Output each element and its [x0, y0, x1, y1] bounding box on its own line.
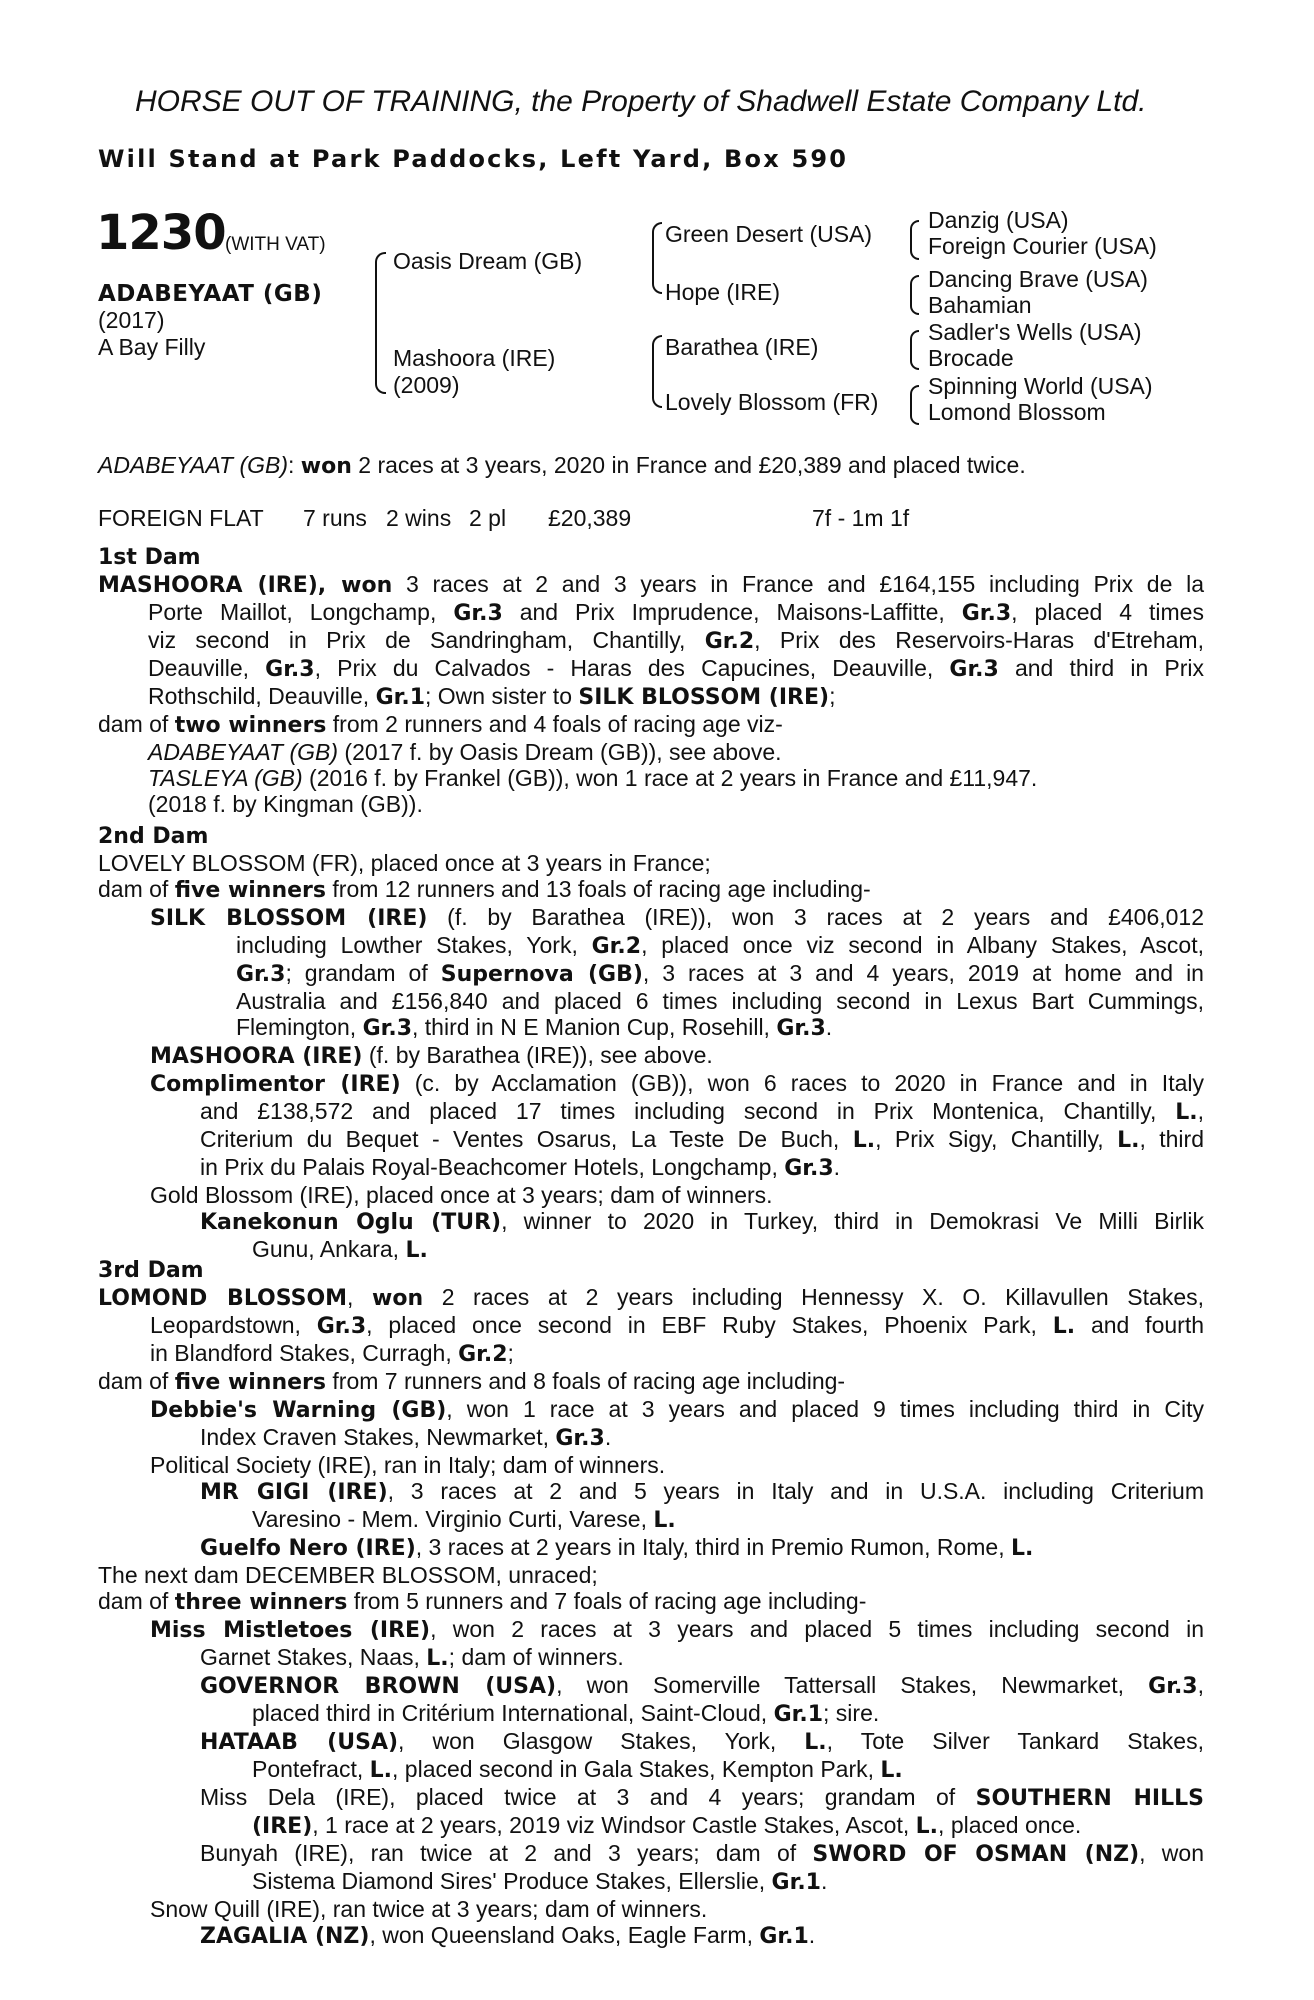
t4: Gr.3	[961, 601, 1012, 626]
s14: Gr.3	[362, 1016, 412, 1041]
t22: ADABEYAAT (GB)	[148, 739, 339, 765]
s1: dam of	[98, 876, 175, 902]
s17: .	[825, 1014, 833, 1040]
n10: , won Somerville Tattersall Stakes, Newmarket,	[556, 1672, 1149, 1698]
t25: (2016 f. by Frankel (GB)), won 1 race at 2 years in France and £11,947.	[302, 765, 1038, 791]
d13: dam of	[98, 1368, 175, 1394]
n38: Gr.1	[759, 1924, 809, 1949]
debbies-warning-entry	[98, 1396, 1204, 1424]
t14: Rothschild, Deauville,	[148, 683, 376, 709]
d3: won	[372, 1286, 424, 1311]
n8: ; dam of winners.	[448, 1644, 624, 1670]
bunyah-entry	[98, 1840, 1204, 1868]
record-category: FOREIGN FLAT	[98, 505, 264, 531]
t10: Gr.3	[265, 657, 315, 682]
d9: and fourth	[1075, 1312, 1204, 1338]
catalogue-header: HORSE OUT OF TRAINING, the Property of Shadwell Estate Company Ltd.	[135, 85, 1147, 118]
s9: Gr.3	[236, 962, 286, 987]
miss-mistletoes-entry	[98, 1616, 1204, 1644]
n9: GOVERNOR BROWN (USA)	[200, 1674, 557, 1699]
s6: including Lowther Stakes, York,	[236, 932, 592, 958]
summary-colon: :	[288, 452, 295, 478]
n24: Miss Dela (IRE), placed twice at 3 and 4 years; grandam of	[200, 1784, 976, 1810]
t13: and third in Prix	[998, 655, 1205, 681]
n31: SWORD OF OSMAN (NZ)	[812, 1842, 1140, 1867]
t20: two winners	[174, 713, 327, 738]
t9: Deauville,	[148, 655, 266, 681]
d19: Gr.3	[555, 1426, 605, 1451]
pedigree-sire: Oasis Dream (GB)	[393, 248, 583, 274]
s30: in Prix du Palais Royal-Beachcomer Hotels, Longchamp,	[200, 1154, 785, 1180]
t17: SILK BLOSSOM (IRE)	[578, 685, 830, 710]
horse-name: ADABEYAAT (GB)	[98, 281, 323, 307]
s11: Supernova (GB)	[440, 962, 643, 987]
n34: Gr.1	[771, 1870, 821, 1895]
political-society-entry: Political Society (IRE), ran in Italy; dam of winners.	[150, 1452, 666, 1478]
d1: LOMOND BLOSSOM	[98, 1286, 348, 1311]
d8: L.	[1052, 1314, 1076, 1339]
t18: ;	[829, 683, 836, 709]
snow-quill-entry: Snow Quill (IRE), ran twice at 3 years; dam of winners.	[150, 1896, 708, 1922]
s15: , third in N E Manion Cup, Rosehill,	[412, 1014, 777, 1040]
n33: Sistema Diamond Sires' Produce Stakes, Ellerslie,	[252, 1868, 772, 1894]
d14: five winners	[174, 1370, 327, 1395]
s31: Gr.3	[784, 1156, 834, 1181]
s8: , placed once viz second in Albany Stakes, Ascot,	[641, 932, 1204, 958]
n4: Miss Mistletoes (IRE)	[150, 1618, 431, 1643]
n36: ZAGALIA (NZ)	[200, 1924, 370, 1949]
n29: , placed once.	[938, 1812, 1082, 1838]
gen3-brace-3	[910, 330, 919, 351]
t2: Gr.3	[453, 601, 503, 626]
gigi-line-2	[98, 1506, 1204, 1534]
t16: ; Own sister to	[425, 683, 579, 709]
n13: placed third in Critérium International, Saint-Cloud,	[252, 1700, 774, 1726]
horse-description: A Bay Filly	[98, 334, 206, 360]
n19: , Tote Silver Tankard Stakes,	[826, 1728, 1204, 1754]
n28: L.	[915, 1814, 939, 1839]
d24: L.	[653, 1508, 676, 1533]
pedigree-dam-dam: Lovely Blossom (FR)	[665, 389, 879, 415]
s3: from 12 runners and 13 foals of racing age including-	[326, 876, 871, 902]
record-distance: 7f - 1m 1f	[812, 505, 910, 531]
d21: MR GIGI (IRE)	[200, 1480, 388, 1505]
t19: dam of	[98, 711, 175, 737]
silk-line-3	[98, 960, 1204, 988]
bun-line-2	[98, 1868, 1204, 1896]
silk-line-4: Australia and £156,840 and placed 6 times including second in Lexus Bart Cummings,	[236, 988, 1204, 1014]
s24: ,	[1197, 1098, 1204, 1124]
vat-note: (WITH VAT)	[225, 234, 326, 255]
third-dam-heading: 3rd Dam	[98, 1258, 204, 1283]
next-dam-intro: The next dam DECEMBER BLOSSOM, unraced;	[98, 1562, 598, 1588]
pedigree-dam-sire: Barathea (IRE)	[665, 334, 819, 360]
n2: three winners	[174, 1590, 348, 1615]
s12: , 3 races at 3 and 4 years, 2019 at home and in	[642, 960, 1204, 986]
n27: , 1 race at 2 years, 2019 viz Windsor Castle Stakes, Ascot,	[312, 1812, 916, 1838]
n16: HATAAB (USA)	[200, 1730, 399, 1755]
n39: .	[808, 1922, 816, 1948]
t1: Porte Maillot, Longchamp,	[148, 599, 454, 625]
silk-line-5	[98, 1014, 1204, 1042]
comp-line-3	[98, 1126, 1204, 1154]
s21: (c. by Acclamation (GB)), won 6 races to 2020 in France and in Italy	[400, 1070, 1204, 1096]
s16: Gr.3	[776, 1016, 826, 1041]
gen3-brace-2-lower	[910, 294, 919, 315]
deb-line-2	[98, 1424, 1204, 1452]
n12: ,	[1197, 1672, 1204, 1698]
s26: L.	[852, 1128, 876, 1153]
s33: Kanekonun Oglu (TUR)	[200, 1210, 502, 1235]
n18: L.	[804, 1730, 827, 1755]
s7: Gr.2	[591, 934, 642, 959]
t5: , placed 4 times	[1011, 599, 1204, 625]
next-dam-section	[98, 1562, 1204, 1950]
t3: and Prix Imprudence, Maisons-Laffitte,	[502, 599, 962, 625]
d7: , placed once second in EBF Ruby Stakes, Phoenix Park,	[366, 1312, 1053, 1338]
s34: , winner to 2020 in Turkey, third in Demokrasi Ve Milli Birlik	[501, 1208, 1204, 1234]
next-dam-dam-of	[98, 1588, 1204, 1616]
d6: Gr.3	[316, 1314, 367, 1339]
d22: , 3 races at 2 and 5 years in Italy and in U.S.A. including Criterium	[387, 1478, 1205, 1504]
zagalia-entry	[98, 1922, 1204, 1950]
gen3-brace-4-lower	[910, 404, 919, 425]
n14: Gr.1	[773, 1702, 824, 1727]
n11: Gr.3	[1148, 1674, 1198, 1699]
t24: TASLEYA (GB)	[148, 765, 303, 791]
dam-line-brace-lower	[652, 370, 662, 408]
s36: L.	[405, 1238, 428, 1263]
t7: Gr.2	[704, 629, 755, 654]
d15: from 7 runners and 8 foals of racing age including-	[326, 1368, 846, 1394]
n15: ; sire.	[823, 1700, 880, 1726]
mashoora-entry	[98, 1042, 1204, 1070]
sire-line-brace-lower	[652, 257, 662, 294]
lot-number: 1230	[96, 205, 226, 261]
second-dam-dam-of	[98, 876, 1204, 904]
silk-blossom-entry	[98, 904, 1204, 932]
pedigree-dam-year: (2009)	[393, 372, 460, 398]
gov-line-2	[98, 1700, 1204, 1728]
pedigree-dam: Mashoora (IRE)	[393, 345, 556, 371]
pedigree-sds: Dancing Brave (USA)	[928, 266, 1148, 292]
n32: , won	[1139, 1840, 1204, 1866]
first-dam-foal-3: (2018 f. by Kingman (GB)).	[148, 791, 423, 817]
n22: , placed second in Gala Stakes, Kempton Park,	[392, 1756, 881, 1782]
d18: Index Craven Stakes, Newmarket,	[200, 1424, 556, 1450]
s18: MASHOORA (IRE)	[150, 1044, 363, 1069]
comp-line-2	[98, 1098, 1204, 1126]
gen3-brace-3-lower	[910, 349, 919, 370]
n17: , won Glasgow Stakes, York,	[398, 1728, 805, 1754]
sire-dam-brace-lower	[375, 334, 386, 394]
dam-line-brace	[652, 335, 662, 372]
first-dam-name: MASHOORA (IRE), won	[98, 573, 393, 598]
lomond-line-2	[98, 1312, 1204, 1340]
first-dam-dam-of	[98, 711, 1204, 739]
n1: dam of	[98, 1588, 175, 1614]
hat-line-2	[98, 1756, 1204, 1784]
t6: viz second in Prix de Sandringham, Chantilly,	[148, 627, 705, 653]
sire-line-brace	[652, 222, 662, 259]
t11: , Prix du Calvados - Haras des Capucines, Deauville,	[314, 655, 950, 681]
pedigree-sss: Danzig (USA)	[928, 207, 1069, 233]
s35: Gunu, Ankara,	[252, 1236, 406, 1262]
pedigree-ssd: Foreign Courier (USA)	[928, 233, 1157, 259]
n30: Bunyah (IRE), ran twice at 2 and 3 years; dam of	[200, 1840, 813, 1866]
first-dam-foal-1	[98, 739, 1204, 765]
pedigree-sdd: Bahamian	[928, 292, 1032, 318]
d25: Guelfo Nero (IRE)	[200, 1536, 416, 1561]
pedigree-sire-dam: Hope (IRE)	[665, 279, 781, 305]
first-dam-heading: 1st Dam	[98, 545, 201, 570]
pedigree-dss: Sadler's Wells (USA)	[928, 319, 1142, 345]
lomond-line-1	[98, 1284, 1204, 1312]
third-dam-section	[98, 1258, 1204, 1562]
d10: in Blandford Stakes, Curragh,	[150, 1340, 459, 1366]
stand-location: Will Stand at Park Paddocks, Left Yard, Box 590	[98, 145, 849, 173]
pedigree-dds: Spinning World (USA)	[928, 373, 1153, 399]
s2: five winners	[174, 878, 327, 903]
d17: , won 1 race at 3 years and placed 9 times including third in City	[446, 1396, 1204, 1422]
n21: L.	[369, 1758, 393, 1783]
s13: Flemington,	[236, 1014, 363, 1040]
guelfo-nero-entry	[98, 1534, 1204, 1562]
lomond-line-3	[98, 1340, 1204, 1368]
pedigree-dsd: Brocade	[928, 345, 1014, 371]
d4: 2 races at 2 years including Hennessy X. O. Killavullen Stakes,	[423, 1284, 1204, 1310]
second-dam-intro: LOVELY BLOSSOM (FR), placed once at 3 years in France;	[98, 850, 711, 876]
first-dam-foal-2	[98, 765, 1204, 791]
miss-line-2	[98, 1644, 1204, 1672]
mr-gigi-entry	[98, 1478, 1204, 1506]
first-dam-l1-text: 3 races at 2 and 3 years in France and £164,155 including Prix de la	[392, 571, 1204, 597]
second-dam-heading: 2nd Dam	[98, 824, 209, 849]
first-dam-line-4	[98, 655, 1204, 683]
first-dam-section	[98, 545, 1204, 817]
d5: Leopardstown,	[150, 1312, 317, 1338]
gen3-brace-4	[910, 385, 919, 406]
first-dam-line-2	[98, 599, 1204, 627]
n23: L.	[880, 1758, 903, 1783]
record-placed: 2 pl	[469, 505, 507, 531]
d16: Debbie's Warning (GB)	[150, 1398, 447, 1423]
t8: , Prix des Reservoirs-Haras d'Etreham,	[754, 627, 1204, 653]
race-summary	[98, 452, 1026, 480]
first-dam-line-5	[98, 683, 1204, 711]
dela-line-2	[98, 1812, 1204, 1840]
gold-blossom-entry: Gold Blossom (IRE), placed once at 3 years; dam of winners.	[150, 1182, 773, 1208]
n20: Pontefract,	[252, 1756, 370, 1782]
first-dam-line-1	[98, 571, 1204, 599]
s22: and £138,572 and placed 17 times including second in Prix Montenica, Chantilly,	[200, 1098, 1176, 1124]
s25: Criterium du Bequet - Ventes Osarus, La Teste De Buch,	[200, 1126, 853, 1152]
gen3-brace-2	[910, 275, 919, 296]
record-wins: 2 wins	[386, 505, 452, 531]
d2: ,	[347, 1284, 373, 1310]
record-earnings: £20,389	[548, 505, 632, 531]
foaling-year: (2017)	[98, 307, 165, 333]
gen3-brace-1	[910, 220, 919, 241]
s19: (f. by Barathea (IRE)), see above.	[362, 1042, 713, 1068]
d23: Varesino - Mem. Virginio Curti, Varese,	[252, 1506, 654, 1532]
s10: ; grandam of	[285, 960, 441, 986]
first-dam-line-3	[98, 627, 1204, 655]
s32: .	[833, 1154, 841, 1180]
summary-won: won	[300, 454, 352, 479]
sire-dam-brace	[375, 252, 386, 336]
summary-horse-name: ADABEYAAT (GB)	[98, 452, 289, 478]
miss-dela-entry	[98, 1784, 1204, 1812]
s4: SILK BLOSSOM (IRE)	[150, 906, 428, 931]
t21: from 2 runners and 4 foals of racing age viz-	[326, 711, 783, 737]
d20: .	[604, 1424, 612, 1450]
s29: , third	[1139, 1126, 1204, 1152]
n3: from 5 runners and 7 foals of racing age including-	[347, 1588, 867, 1614]
pedigree-sire-sire: Green Desert (USA)	[665, 221, 873, 247]
s23: L.	[1175, 1100, 1198, 1125]
record-runs: 7 runs	[303, 505, 367, 531]
n26: (IRE)	[252, 1814, 313, 1839]
t12: Gr.3	[949, 657, 999, 682]
hataab-entry	[98, 1728, 1204, 1756]
t15: Gr.1	[375, 685, 425, 710]
third-dam-dam-of	[98, 1368, 1204, 1396]
n25: SOUTHERN HILLS	[975, 1786, 1204, 1811]
n37: , won Queensland Oaks, Eagle Farm,	[369, 1922, 760, 1948]
t23: (2017 f. by Oasis Dream (GB)), see above.	[338, 739, 782, 765]
n6: Garnet Stakes, Naas,	[200, 1644, 427, 1670]
kanekonun-entry	[98, 1208, 1204, 1236]
s20: Complimentor (IRE)	[150, 1072, 401, 1097]
gen3-brace-1-lower	[910, 239, 919, 260]
second-dam-section	[98, 824, 1204, 1264]
n5: , won 2 races at 3 years and placed 5 times including second in	[430, 1616, 1204, 1642]
n7: L.	[426, 1646, 449, 1671]
comp-line-4	[98, 1154, 1204, 1182]
d12: ;	[507, 1340, 514, 1366]
governor-brown-entry	[98, 1672, 1204, 1700]
n35: .	[820, 1868, 828, 1894]
summary-rest: 2 races at 3 years, 2020 in France and £20,389 and placed twice.	[351, 452, 1026, 478]
d27: L.	[1011, 1536, 1034, 1561]
d26: , 3 races at 2 years in Italy, third in Premio Rumon, Rome,	[415, 1534, 1011, 1560]
pedigree-ddd: Lomond Blossom	[928, 399, 1106, 425]
s5: (f. by Barathea (IRE)), won 3 races at 2 years and £406,012	[427, 904, 1205, 930]
silk-line-2	[98, 932, 1204, 960]
d11: Gr.2	[458, 1342, 508, 1367]
complimentor-entry	[98, 1070, 1204, 1098]
s28: L.	[1117, 1128, 1140, 1153]
s27: , Prix Sigy, Chantilly,	[875, 1126, 1118, 1152]
